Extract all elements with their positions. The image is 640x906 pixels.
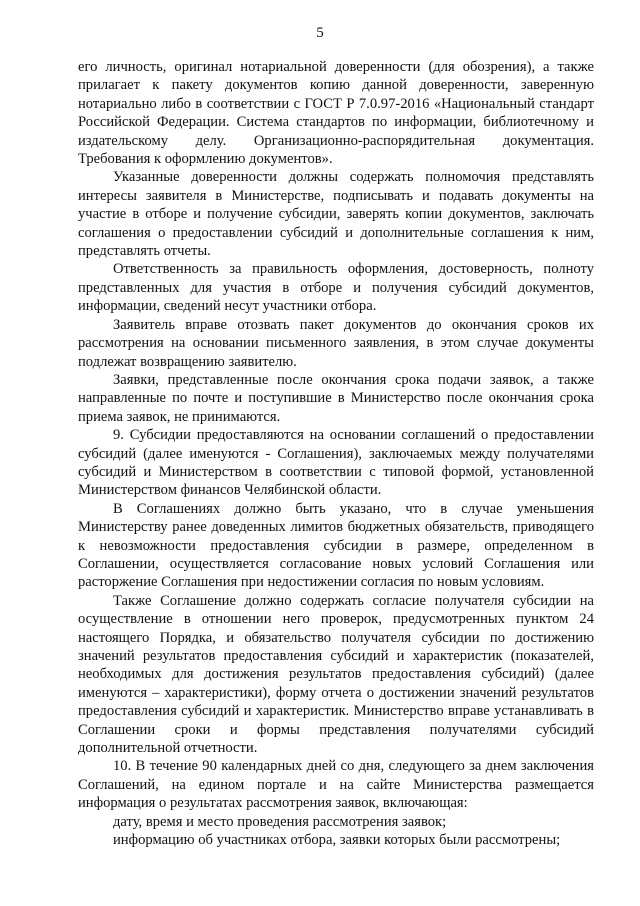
list-item: информацию об участниках отбора, заявки которых были рассмотрены; bbox=[113, 832, 561, 849]
paragraph: 10. В течение 90 календарных дней со дня, следующего за днем заключения Соглашений, на едином портале и на сайте Министерства размещается информация о результатах рассмотрения заявок, включающая: bbox=[78, 758, 594, 812]
paragraph: 9. Субсидии предоставляются на основании соглашений о предоставлении субсидий (далее именуются - Соглашения), заключаемых между получателями субсидий и Министерством в соответствии с типовой формой, установленной Министерством финансов Челябинской области. bbox=[78, 427, 594, 499]
paragraph: Ответственность за правильность оформления, достоверность, полноту представленных для участия в отборе и получения субсидий документов, информации, сведений несут участники отбора. bbox=[78, 261, 594, 315]
paragraph: Указанные доверенности должны содержать полномочия представлять интересы заявителя в Министерстве, подписывать и подавать документы на участие в отборе и получение субсидии, заверять копии документов, заключать соглашения о предоставлении субсидий и дополнительные соглашения к ним, представлять отчеты. bbox=[78, 169, 594, 260]
paragraph: В Соглашениях должно быть указано, что в случае уменьшения Министерству ранее доведенных лимитов бюджетных обязательств, приводящего к невозможности предоставления субсидии в размере, определенном в Соглашении, осуществляется согласование новых условий Соглашения или расторжение Соглашения при недостижении согласия по новым условиям. bbox=[78, 500, 594, 591]
paragraph: Заявитель вправе отозвать пакет документов до окончания сроков их рассмотрения на основании письменного заявления, в этом случае документы подлежат возвращению заявителю. bbox=[78, 316, 594, 370]
page-number: 5 bbox=[316, 25, 324, 41]
paragraph: его личность, оригинал нотариальной доверенности (для обозрения), а также прилагает к пакету документов копию данной доверенности, заверенную нотариально либо в соответствии с ГОСТ Р 7.0.97-2016 «Национальный стандарт Российской Федерации. Система стандартов по информации, библиотечному и издательскому делу. Организационно-распорядительная документация. Требования к оформлению документов». bbox=[78, 59, 594, 168]
paragraph: Заявки, представленные после окончания срока подачи заявок, а также направленные по почте и поступившие в Министерство после окончания срока приема заявок, не принимаются. bbox=[78, 371, 594, 425]
list-item: дату, время и место проведения рассмотрения заявок; bbox=[113, 813, 447, 830]
document-body bbox=[78, 58, 594, 849]
paragraph: Также Соглашение должно содержать согласие получателя субсидии на осуществление в отношении него проверок, предусмотренных пунктом 24 настоящего Порядка, и обязательство получателя субсидии по достижению значений результатов предоставления субсидий и характеристик (показателей, необходимых для достижения результатов предоставления субсидий) (далее именуются – характеристики), форму отчета о достижении значений результатов предоставления субсидий и характеристик. Министерство вправе устанавливать в Соглашении сроки и формы представления получателями субсидий дополнительной отчетности. bbox=[78, 592, 594, 757]
